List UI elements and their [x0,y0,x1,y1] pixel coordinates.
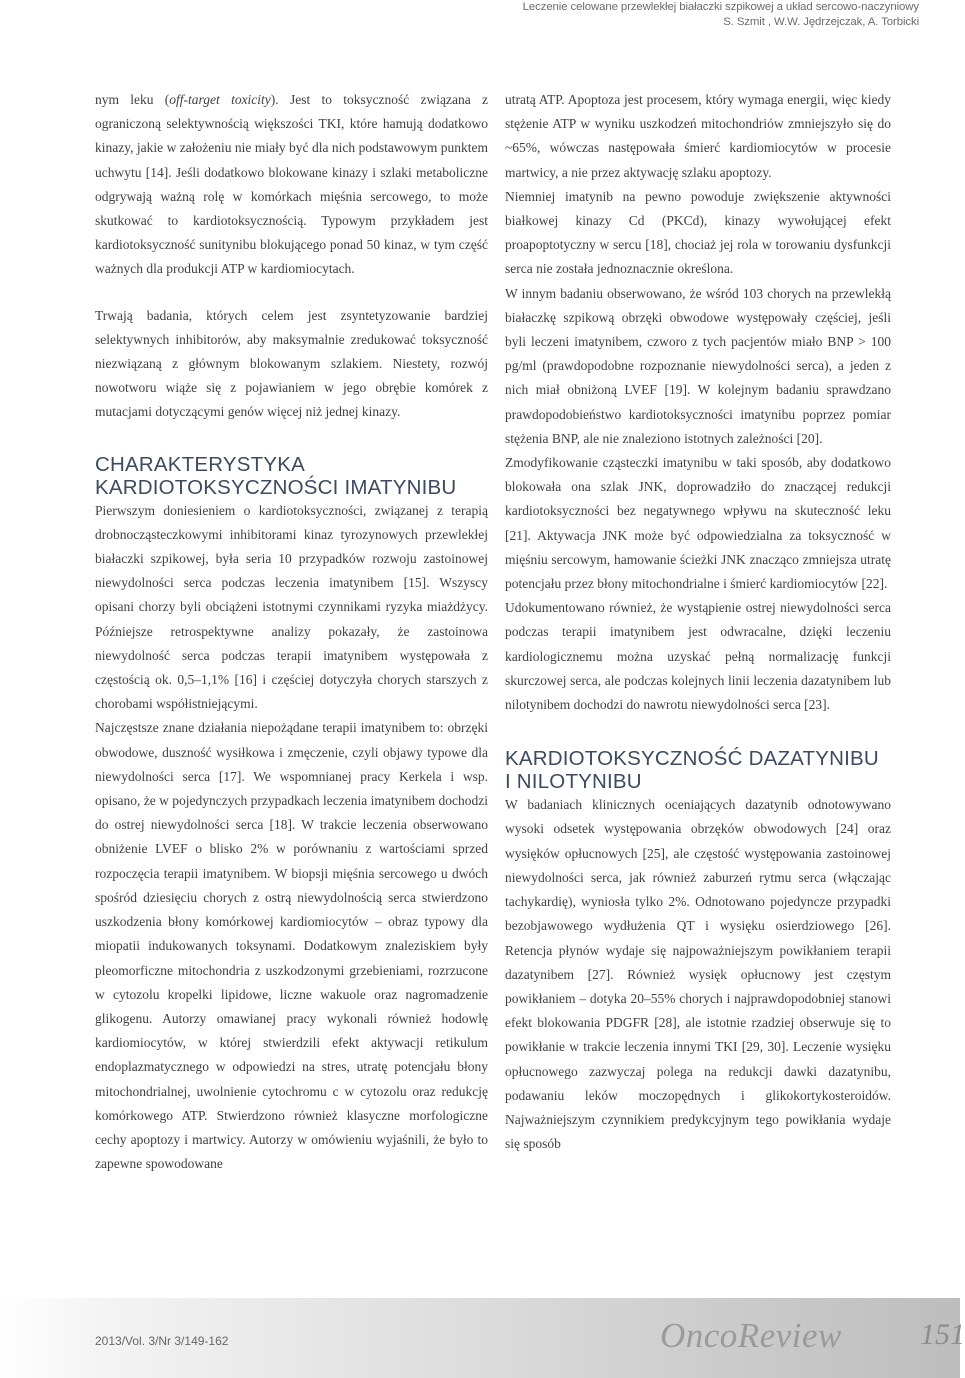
heading-line: KARDIOTOKSYCZNOŚĆ DAZATYNIBU [505,747,879,771]
left-column [95,88,488,1176]
section-heading [95,453,488,499]
paragraph: utratą ATP. Apoptoza jest procesem, który wymaga energii, więc kiedy stężenie ATP w wyniku uszkodzeń mitochondriów zmniejszyło się do ~65%, wówczas następowała śmierć kardiomiocytów w procesie martwicy, a nie przez aktywację szlaku apoptozy. [505,92,891,180]
header-title: Leczenie celowane przewlekłej białaczki szpikowej a układ sercowo-naczyniowy [522,1,919,13]
journal-logo: OncoReview [660,1316,842,1355]
page-number: 151 [920,1318,965,1351]
right-column [505,88,891,1156]
paragraph: Udokumentowano również, że wystąpienie ostrej niewydolności serca podczas terapii imatynibem jest odwracalne, dzięki leczeniu kardiologicznemu można uzyskać pełną normalizację funkcji skurczowej serca, ale podczas kolejnych linii leczenia dazatynibem lub nilotynibem dochodzi do nawrotu niewydolności serca [23]. [505,600,891,713]
paragraph: W badaniach klinicznych oceniających dazatynib odnotowywano wysoki odsetek występowania obrzęków obwodowych [24] oraz wysięków opłucnowych [25], ale częstość występowania zastoinowej niewydolności serca, jak również zaburzeń rytmu serca (włączając tachykardię), wyniosła tylko 2%. Odnotowano pojedyncze przypadki bezobjawowego wydłużenia QT i wysięku osierdziowego [26]. Retencja płynów wydaje się najpoważniejszym powikłaniem terapii dazatynibem [27]. Również wysięk opłucnowy jest częstym powikłaniem – dotyka 20–55% chorych i najprawdopodobniej stanowi efekt blokowania PDGFR [28], ale istotnie rzadziej obserwuje się to powikłanie w trakcie leczenia innymi TKI [29, 30]. Leczenie wysięku opłucnowego zazwyczaj polega na redukcji dawki dazatynibu, podawaniu leków moczopędnych i glikokortykosteroidów. Najważniejszym czynnikiem predykcyjnym tego powikłania wydaje się sposób [505,797,891,1152]
running-header [523,0,919,30]
section-heading [505,747,891,793]
italic-term: off-target toxicity [169,92,271,107]
paragraph: Pierwszym doniesieniem o kardiotoksyczności, związanej z terapią drobnocząsteczkowymi inhibitorami kinaz tyrozynowych przewlekłej białaczki szpikowej, była seria 10 przypadków rozwoju zastoinowej niewydolności serca podczas leczenia imatynibem [15]. Wszyscy opisani chorzy byli obciążeni istotnymi czynnikami ryzyka miażdżycy. Późniejsze retrospektywne analizy pokazały, że zastoinowa niewydolność serca podczas terapii imatynibem występowała z częstością ok. 0,5–1,1% [16] i częściej dotyczyła chorych starszych z chorobami współistniejącymi. [95,502,488,712]
paragraph [95,88,488,282]
heading-line: I NILOTYNIBU [505,770,642,794]
paragraph: W innym badaniu obserwowano, że wśród 103 chorych na przewlekłą białaczkę szpikową obrzęki obwodowe występowały częściej, jeśli byli leczeni imatynibem, czworo z tych pacjentów miało BNP > 100 pg/ml (prawdopodobne rozpoznanie niewydolności serca), a jeden z nich miał obniżoną LVEF [19]. W kolejnym badaniu sprawdzano prawdopodobieństwo kardiotoksyczności imatynibu poprzez pomiar stężenia BNP, ale nie znaleziono istotnych zależności [20]. [505,285,891,446]
heading-line: KARDIOTOKSYCZNOŚCI IMATYNIBU [95,475,457,499]
text-run: nym leku ( [95,92,170,107]
paragraph: Najczęstsze znane działania niepożądane terapii imatynibem to: obrzęki obwodowe, duszność wysiłkowa i zmęczenie, czyli objawy typowe dla niewydolności serca [17]. We wspomnianej pracy Kerkela i wsp. opisano, że w pojedynczych przypadkach leczenia imatynibem dochodzi do ostrej niewydolności serca [18]. W trakcie leczenia obserwowano obniżenie LVEF o blisko 2% w porównaniu z wartościami sprzed rozpoczęcia terapii imatynibem. W biopsji mięśnia sercowego u dwóch spośród dziesięciu chorych z ostrą niewydolnością serca stwierdzono uszkodzenia błony komórkowej kardiomiocytów – obraz typowy dla miopatii indukowanych toksynami. Dodatkowym znaleziskiem były pleomorficzne mitochondria z uszkodzonymi grzebieniami, rozrzucone w cytozolu kropelki lipidowe, liczne wakuole oraz nagromadzenie glikogenu. Autorzy omawianej pracy wykonali również hodowlę kardiomiocytów, w której stwierdzili efekt aktywacji retikulum endoplazmatycznego w odpowiedzi na stres, utratę potencjału błony mitochondrialnej, uwolnienie cytochromu c w cytozolu oraz redukcję komórkowego ATP. Stwierdzono również klasyczne morfologiczne cechy apoptozy i martwicy. Autorzy w omówieniu wyjaśnili, że było to zapewne spowodowane [95,720,488,1172]
paragraph: Trwają badania, których celem jest zsyntetyzowanie bardziej selektywnych inhibitorów, aby maksymalnie zredukować toksyczność niezwiązaną z głównym blokowanym szlakiem. Niestety, rozwój nowotworu wiąże się z pojawianiem w jego obrębie komórek z mutacjami dotyczącymi genów więcej niż jednej kinazy. [95,307,488,420]
paragraph: Zmodyfikowanie cząsteczki imatynibu w taki sposób, aby dodatkowo blokowała ona szlak JNK, doprowadziło do znaczącej redukcji kardiotoksyczności bez negatywnego wpływu na skuteczność leku [21]. Aktywacja JNK może być odpowiedzialna za toksyczność w mięśniu sercowym, hamowanie ścieżki JNK znacząco zmniejsza utratę potencjału przez błony mitochondrialne i śmierć kardiomiocytów [22]. [505,455,891,592]
paragraph: Niemniej imatynib na pewno powoduje zwiększenie aktywności białkowej kinazy Cd (PKCd), kinazy wywołującej efekt proapoptotyczny w sercu [18], chociaż jej rola w torowaniu dysfunkcji serca nie została jednoznacznie określona. [505,188,891,277]
citation: 2013/Vol. 3/Nr 3/149-162 [95,1334,229,1348]
text-run: ). Jest to toksyczność związana z ograniczoną selektywnością większości TKI, które hamują dodatkowo kinazy, jakie w założeniu nie miały być dla nich podstawowym punktem uchwytu [14]. Jeśli dodatkowo blokowane kinazy i szlaki metaboliczne odgrywają ważną rolę w komórkach mięśnia sercowego, to może skutkować to kardiotoksycznością. Typowym przykładem jest kardiotoksyczność sunitynibu blokującego ponad 50 kinaz, w tym część ważnych dla produkcji ATP w kardiomiocytach. [95,92,488,277]
heading-line: CHARAKTERYSTYKA [95,452,305,476]
header-authors: S. Szmit , W.W. Jędrzejczak, A. Torbicki [723,16,919,28]
